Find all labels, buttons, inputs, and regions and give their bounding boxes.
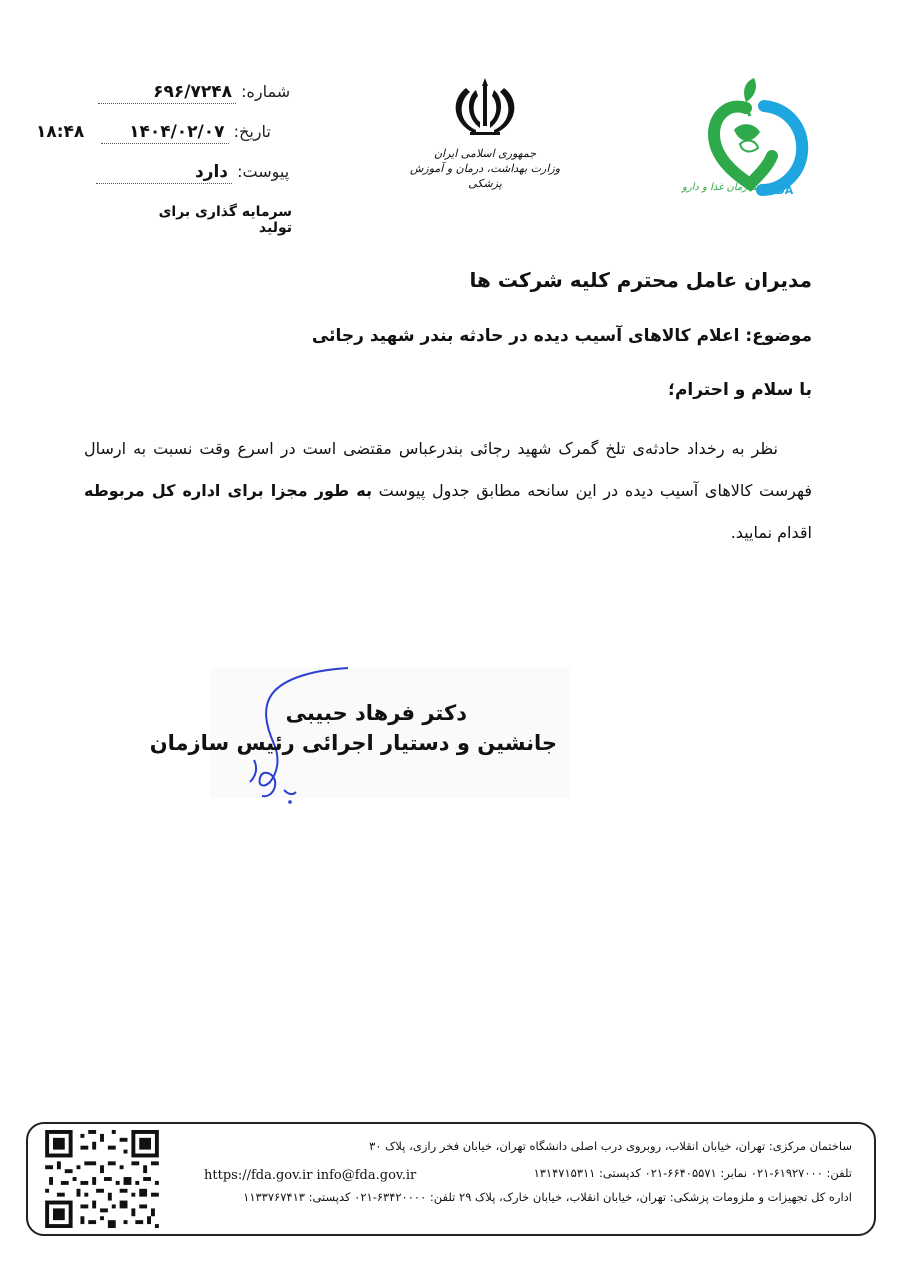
footer-medical-devices: اداره کل تجهیزات و ملزومات پزشکی: تهران، خیابان انقلاب، خیابان خارک، پلاک ۲۹ تلفن: ۶۳۴۲۰۰۰۰-۰۲۱ کدپستی: ۱۱۳۳۷۶۷۴۱۳ [243, 1190, 852, 1204]
time-value: ۱۸:۴۸ [36, 122, 85, 142]
emblem-line1: جمهوری اسلامی ایران [433, 147, 537, 160]
letter-date-row [36, 122, 271, 144]
date-value: ۱۴۰۴/۰۲/۰۷ [101, 122, 229, 144]
signer-name: دکتر فرهاد حبیبی [285, 701, 467, 725]
body-text-part1: نظر به رخداد حادثه‌ی تلخ گمرک شهید رجائی بندرعباس مقتضی است در اسرع وقت نسبت به ارسال فهرست کالاهای آسیب دیده در این سانحه مطابق جدول پیوست [84, 439, 812, 500]
signer-title: جانشین و دستیار اجرائی رئیس سازمان [149, 731, 557, 755]
emblem-line2: وزارت بهداشت، درمان و آموزش پزشکی [409, 162, 561, 190]
number-label: شماره: [241, 82, 291, 101]
attachment-value: دارد [96, 162, 232, 184]
ministry-emblem [400, 72, 570, 202]
ifda-logo [676, 72, 816, 202]
date-label: تاریخ: [233, 122, 271, 141]
letter-number-row [98, 82, 290, 104]
subject-line: موضوع: اعلام کالاهای آسیب دیده در حادثه بندر شهید رجائی [311, 326, 812, 346]
footer-contact: تلفن: ۶۱۹۲۷۰۰۰-۰۲۱ نمابر: ۶۶۴۰۵۵۷۱-۰۲۱ کدپستی: ۱۳۱۴۷۱۵۳۱۱ [533, 1166, 852, 1180]
attachment-label: پیوست: [237, 162, 290, 181]
greeting: با سلام و احترام؛ [668, 380, 812, 400]
body-text-part2: اقدام نمایید. [730, 523, 812, 542]
addressee: مدیران عامل محترم کلیه شرکت ها [469, 268, 812, 292]
ifda-caption: سازمان غذا و دارو [682, 182, 759, 193]
qr-code-icon [44, 1130, 160, 1228]
body-text-bold: به طور مجزا برای اداره کل مربوطه [84, 481, 372, 500]
attachment-row [96, 162, 289, 184]
number-value: ۶۹۶/۷۲۴۸ [98, 82, 236, 104]
body-paragraph [84, 428, 812, 554]
slogan: سرمایه گذاری برای تولید [158, 204, 292, 236]
footer-address: ساختمان مرکزی: تهران، خیابان انقلاب، روبروی درب اصلی دانشگاه تهران، خیابان فخر رازی، پلاک ۳۰ [369, 1139, 852, 1153]
iran-emblem-icon [400, 72, 570, 142]
footer-web-links[interactable]: https://fda.gov.ir info@fda.gov.ir [204, 1168, 417, 1183]
ifda-abbr: IFDA [764, 184, 794, 197]
